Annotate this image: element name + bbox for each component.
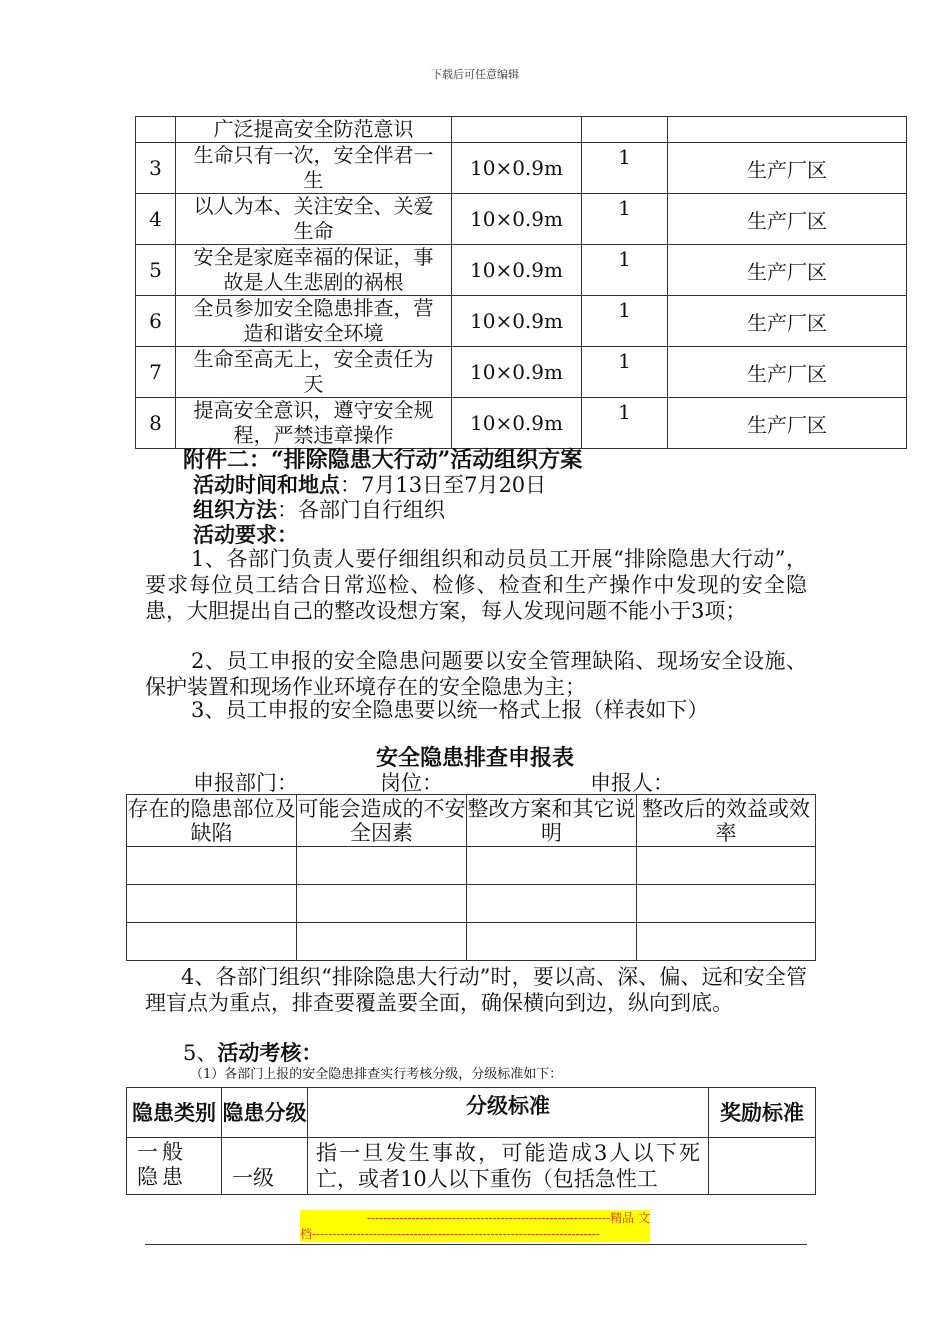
report-empty-cell [637, 847, 816, 885]
report-post-label: 岗位： [380, 771, 443, 795]
report-empty-cell [467, 885, 637, 923]
slogan-num-cell: 6 [136, 296, 176, 347]
slogan-size-cell [452, 117, 582, 143]
slogan-count-cell: 1 [582, 398, 668, 449]
slogan-num-cell: 7 [136, 347, 176, 398]
requirement-1: 1、各部门负责人要仔细组织和动员员工开展“排除隐患大行动”，要求每位员工结合日常巡检、检修、检查和生产操作中发现的安全隐患，大胆提出自己的整改设想方案，每人发现问题不能小于3项； [145, 547, 807, 623]
report-form-row [127, 923, 816, 961]
report-form-row [127, 885, 816, 923]
grading-level-cell: 一级 [222, 1138, 308, 1195]
footer-band-line-1: ------------------------------------------------------------精品 文 [366, 1211, 650, 1225]
report-empty-cell [637, 923, 816, 961]
grading-table [126, 1087, 816, 1195]
slogan-location-cell [668, 117, 907, 143]
slogan-table-row [136, 296, 907, 347]
report-empty-cell [297, 847, 467, 885]
slogan-num-cell: 4 [136, 194, 176, 245]
grading-intro: （1）各部门上报的安全隐患排查实行考核分级，分级标准如下： [190, 1067, 563, 1082]
slogan-size-cell: 10×0.9m [452, 398, 582, 449]
report-header-cell: 整改后的效益或效率 [637, 795, 816, 847]
slogan-table-row [136, 117, 907, 143]
slogan-location-cell: 生产厂区 [668, 143, 907, 194]
report-empty-cell [127, 923, 297, 961]
report-form-row [127, 847, 816, 885]
slogan-size-cell: 10×0.9m [452, 194, 582, 245]
slogan-count-cell: 1 [582, 245, 668, 296]
organize-method-value: ：各部门自行组织 [277, 498, 445, 522]
activity-requirements-label: 活动要求： [193, 522, 298, 547]
report-empty-cell [127, 847, 297, 885]
slogan-num-cell: 3 [136, 143, 176, 194]
slogan-location-cell: 生产厂区 [668, 194, 907, 245]
slogan-table-row [136, 194, 907, 245]
slogan-count-cell: 1 [582, 296, 668, 347]
page-header: 下载后可任意编辑 [431, 68, 519, 81]
activity-time-label: 活动时间和地点 [193, 472, 340, 497]
report-empty-cell [127, 885, 297, 923]
slogan-text-cell: 生命至高无上，安全责任为天 [176, 347, 452, 398]
activity-time-value: ：7月13日至7月20日 [340, 473, 547, 497]
grading-header-cell: 奖励标准 [709, 1088, 816, 1138]
slogan-count-cell: 1 [582, 194, 668, 245]
report-form-table [126, 794, 816, 961]
report-empty-cell [467, 847, 637, 885]
report-empty-cell [297, 923, 467, 961]
grading-header-row [127, 1088, 816, 1138]
footer-band-line-2: 档----------------------------------------------------------------------- [300, 1227, 600, 1241]
slogan-size-cell: 10×0.9m [452, 347, 582, 398]
slogan-text-cell: 提高安全意识，遵守安全规程，严禁违章操作 [176, 398, 452, 449]
slogan-location-cell: 生产厂区 [668, 296, 907, 347]
grading-standard-cell: 指一旦发生事故，可能造成3人以下死亡，或者10人以下重伤（包括急性工 [308, 1138, 709, 1195]
grading-reward-cell [709, 1138, 816, 1195]
grading-header-cell: 分级标准 [308, 1088, 709, 1138]
requirement-2: 2、员工申报的安全隐患问题要以安全管理缺陷、现场安全设施、保护装置和现场作业环境存在的安全隐患为主； [145, 649, 807, 699]
footer-divider [145, 1244, 807, 1245]
requirement-5-num: 5、 [183, 1041, 218, 1065]
slogan-num-cell: 5 [136, 245, 176, 296]
slogan-text-cell: 安全是家庭幸福的保证，事故是人生悲剧的祸根 [176, 245, 452, 296]
report-header-cell: 可能会造成的不安全因素 [297, 796, 466, 845]
activity-time-line [193, 472, 546, 498]
grading-header-cell: 隐患类别 [127, 1088, 222, 1138]
report-empty-cell [467, 923, 637, 961]
report-empty-cell [637, 885, 816, 923]
report-empty-cell [297, 885, 467, 923]
attachment-title: 附件二：“排除隐患大行动”活动组织方案 [183, 447, 583, 473]
slogan-count-cell: 1 [582, 347, 668, 398]
slogan-size-cell: 10×0.9m [452, 245, 582, 296]
slogan-table-row [136, 347, 907, 398]
slogan-location-cell: 生产厂区 [668, 245, 907, 296]
slogan-table-row [136, 245, 907, 296]
report-header-cell: 存在的隐患部位及缺陷 [127, 796, 296, 845]
slogan-location-cell: 生产厂区 [668, 347, 907, 398]
slogan-location-cell: 生产厂区 [668, 398, 907, 449]
report-header-cell: 整改方案和其它说明 [467, 796, 636, 845]
requirement-3: 3、员工申报的安全隐患要以统一格式上报（样表如下） [191, 698, 709, 722]
report-form-header-row [127, 795, 816, 847]
slogan-num-cell [136, 117, 176, 143]
organize-method-line [193, 497, 445, 523]
slogan-text-cell: 以人为本、关注安全、关爱生命 [176, 194, 452, 245]
slogan-count-cell: 1 [582, 143, 668, 194]
activity-assessment-label: 活动考核： [217, 1040, 323, 1065]
slogan-table [135, 116, 907, 449]
slogan-text-cell: 生命只有一次，安全伴君一生 [176, 143, 452, 194]
grading-category-cell: 一般隐患 [127, 1138, 222, 1195]
slogan-num-cell: 8 [136, 398, 176, 449]
slogan-table-row [136, 143, 907, 194]
requirement-4: 4、各部门组织“排除隐患大行动”时，要以高、深、偏、远和安全管理盲点为重点，排查要覆盖要全面，确保横向到边，纵向到底。 [145, 965, 807, 1015]
slogan-text-cell: 广泛提高安全防范意识 [176, 117, 452, 143]
slogan-table-row [136, 398, 907, 449]
footer-watermark [300, 1210, 650, 1242]
report-form-title: 安全隐患排查申报表 [375, 745, 574, 771]
slogan-size-cell: 10×0.9m [452, 143, 582, 194]
grading-row [127, 1138, 816, 1195]
slogan-text-cell: 全员参加安全隐患排查，营造和谐安全环境 [176, 296, 452, 347]
report-reporter-label: 申报人： [590, 771, 674, 795]
grading-header-cell: 隐患分级 [222, 1088, 308, 1138]
organize-method-label: 组织方法 [193, 497, 277, 522]
requirement-5 [183, 1040, 322, 1066]
report-dept-label: 申报部门： [193, 771, 298, 795]
slogan-size-cell: 10×0.9m [452, 296, 582, 347]
slogan-count-cell [582, 117, 668, 143]
